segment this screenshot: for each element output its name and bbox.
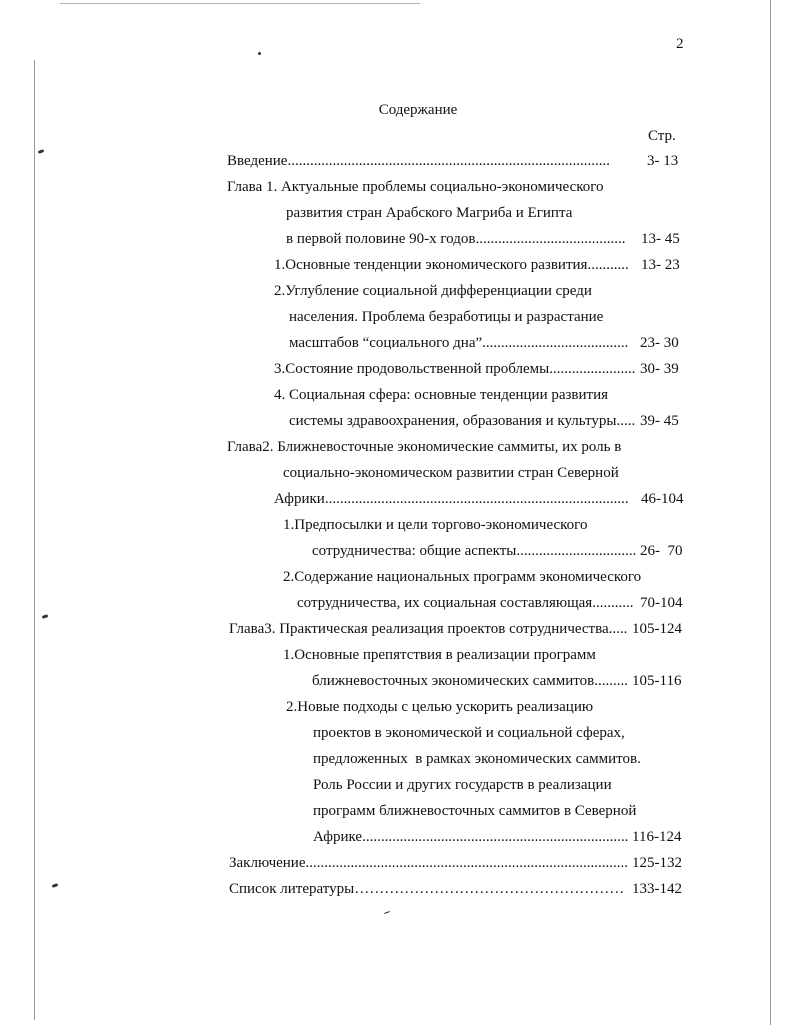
toc-page: 116-124 — [632, 829, 682, 845]
toc-page: 13- 23 — [641, 257, 680, 273]
toc-line: Глава2. Ближневосточные экономические саммиты, их роль в — [227, 439, 622, 455]
toc-page: 46-104 — [641, 491, 684, 507]
page-title: Содержание — [378, 102, 458, 118]
toc-line: сотрудничества, их социальная составляющая........... — [297, 595, 634, 611]
toc-line: Роль России и других государств в реализации — [313, 777, 612, 793]
toc-line: предложенных в рамках экономических саммитов. — [313, 751, 641, 767]
page-number: 2 — [676, 36, 684, 52]
toc-line: 2.Новые подходы с целью ускорить реализацию — [286, 699, 594, 715]
toc-line: Список литературы……………………………………………… — [229, 881, 625, 897]
toc-line: масштабов “социального дна”....................................... — [289, 335, 629, 351]
toc-line: 1.Предпосылки и цели торгово-экономического — [283, 517, 588, 533]
toc-page: 13- 45 — [641, 231, 680, 247]
toc-line: Введение...................................................................................... — [227, 153, 610, 169]
toc-line: системы здравоохранения, образования и культуры..... — [289, 413, 636, 429]
toc-line: Глава3. Практическая реализация проектов сотрудничества..... — [229, 621, 628, 637]
scan-speck — [38, 149, 45, 154]
scan-speck — [42, 614, 49, 619]
toc-page: 105-116 — [632, 673, 682, 689]
toc-line: 2.Содержание национальных программ экономического — [283, 569, 642, 585]
toc-page: 133-142 — [632, 881, 682, 897]
toc-line: проектов в экономической и социальной сферах, — [313, 725, 625, 741]
toc-line: Заключение...................................................................................... — [229, 855, 628, 871]
toc-line: развития стран Арабского Магриба и Египта — [286, 205, 573, 221]
toc-page: 23- 30 — [640, 335, 679, 351]
toc-page: 70-104 — [640, 595, 683, 611]
toc-page: 105-124 — [632, 621, 682, 637]
toc-line: населения. Проблема безработицы и разрастание — [289, 309, 604, 325]
toc-line: 1.Основные препятствия в реализации программ — [283, 647, 596, 663]
toc-line: 2.Углубление социальной дифференциации среди — [274, 283, 592, 299]
scan-edge-right — [770, 0, 771, 1025]
toc-page: 3- 13 — [647, 153, 679, 169]
toc-line: сотрудничества: общие аспекты................................ — [312, 543, 637, 559]
toc-line: программ ближневосточных саммитов в Северной — [313, 803, 637, 819]
toc-page: 39- 45 — [640, 413, 679, 429]
toc-line: Африки................................................................................. — [274, 491, 629, 507]
page-column-header: Стр. — [648, 128, 676, 144]
scan-edge-left — [34, 60, 35, 1020]
toc-page: 125-132 — [632, 855, 682, 871]
scan-speck — [258, 52, 262, 56]
toc-line: социально-экономическом развитии стран Северной — [283, 465, 619, 481]
toc-line: в первой половине 90-х годов........................................ — [286, 231, 626, 247]
toc-page: 30- 39 — [640, 361, 679, 377]
toc-line: ближневосточных экономических саммитов......... — [312, 673, 628, 689]
scan-edge-top — [60, 3, 420, 4]
toc-page: 26- 70 — [640, 543, 683, 559]
scan-speck — [384, 911, 390, 914]
toc-line: Африке....................................................................... — [313, 829, 629, 845]
toc-line: Глава 1. Актуальные проблемы социально-экономического — [227, 179, 604, 195]
toc-line: 4. Социальная сфера: основные тенденции развития — [274, 387, 609, 403]
toc-line: 1.Основные тенденции экономического развития........... — [274, 257, 629, 273]
scan-speck — [52, 883, 59, 888]
toc-line: 3.Состояние продовольственной проблемы....................... — [274, 361, 636, 377]
